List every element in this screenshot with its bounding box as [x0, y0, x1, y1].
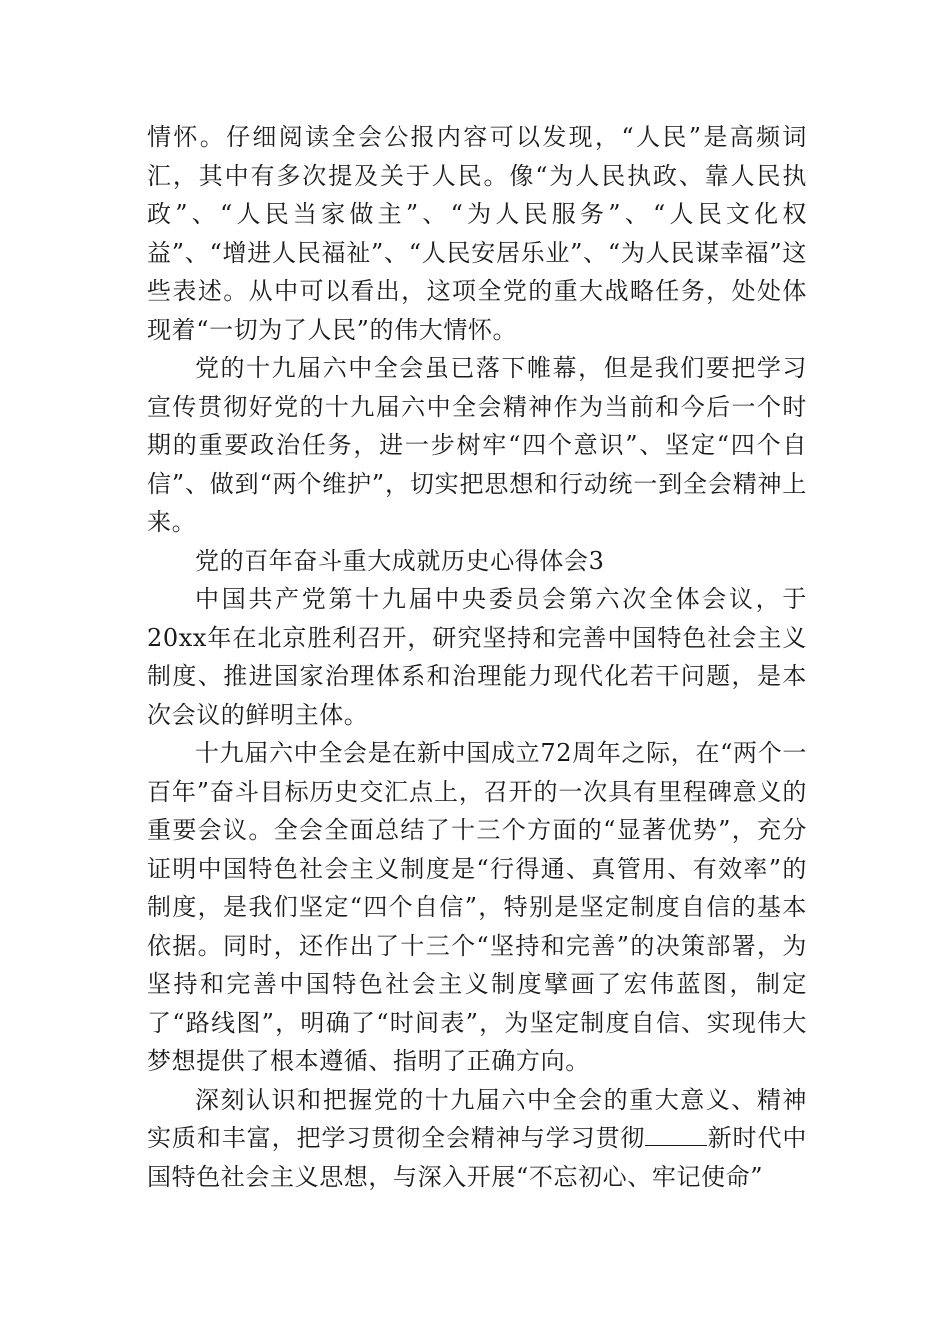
section-heading: 党的百年奋斗重大成就历史心得体会3 [195, 546, 605, 575]
fill-in-blank [645, 1127, 707, 1146]
paragraph-text-after-blank: 新时代中国特色社会主义思想，与深入开展“不忘初心、牢记使命” [147, 1124, 807, 1191]
paragraph-meeting-intro: 中国共产党第十九届中央委员会第六次全体会议，于20xx年在北京胜利召开，研究坚持和完善中国特色社会主义制度、推进国家治理体系和治理能力现代化若干问题，是本次会议的鲜明主体。 [147, 585, 807, 729]
paragraph-text-before-blank: 深刻认识和把握党的十九届六中全会的重大意义、精神实质和丰富，把学习贯彻全会精神与学习贯彻 [147, 1085, 807, 1152]
paragraph-continuation: 情怀。仔细阅读全会公报内容可以发现，“人民”是高频词汇，其中有多次提及关于人民。像“为人民执政、靠人民执政”、“人民当家做主”、“为人民服务”、“人民文化权益”、“增进人民福祉”、“人民安居乐业”、“为人民谋幸福”这些表述。从中可以看出，这项全党的重大战略任务，处处体现着“一切为了人民”的伟大情怀。 [147, 123, 807, 344]
paragraph-meeting-significance: 十九届六中全会是在新中国成立72周年之际，在“两个一百年”奋斗目标历史交汇点上，召开的一次具有里程碑意义的重要会议。全会全面总结了十三个方面的“显著优势”，充分证明中国特色社会主义制度是“行得通、真管用、有效率”的制度，是我们坚定“四个自信”，特别是坚定制度自信的基本依据。同时，还作出了十三个“坚持和完善”的决策部署，为坚持和完善中国特色社会主义制度擘画了宏伟蓝图，制定了“路线图”，明确了“时间表”，为坚定制度自信、实现伟大梦想提供了根本遵循、指明了正确方向。 [147, 739, 807, 1075]
document-body [147, 118, 807, 1196]
paragraph-plenary-spirit: 党的十九届六中全会虽已落下帷幕，但是我们要把学习宣传贯彻好党的十九届六中全会精神作为当前和今后一个时期的重要政治任务，进一步树牢“四个意识”、坚定“四个自信”、做到“两个维护”，切实把思想和行动统一到全会精神上来。 [147, 354, 807, 536]
paragraph-study-implement [147, 1081, 807, 1197]
